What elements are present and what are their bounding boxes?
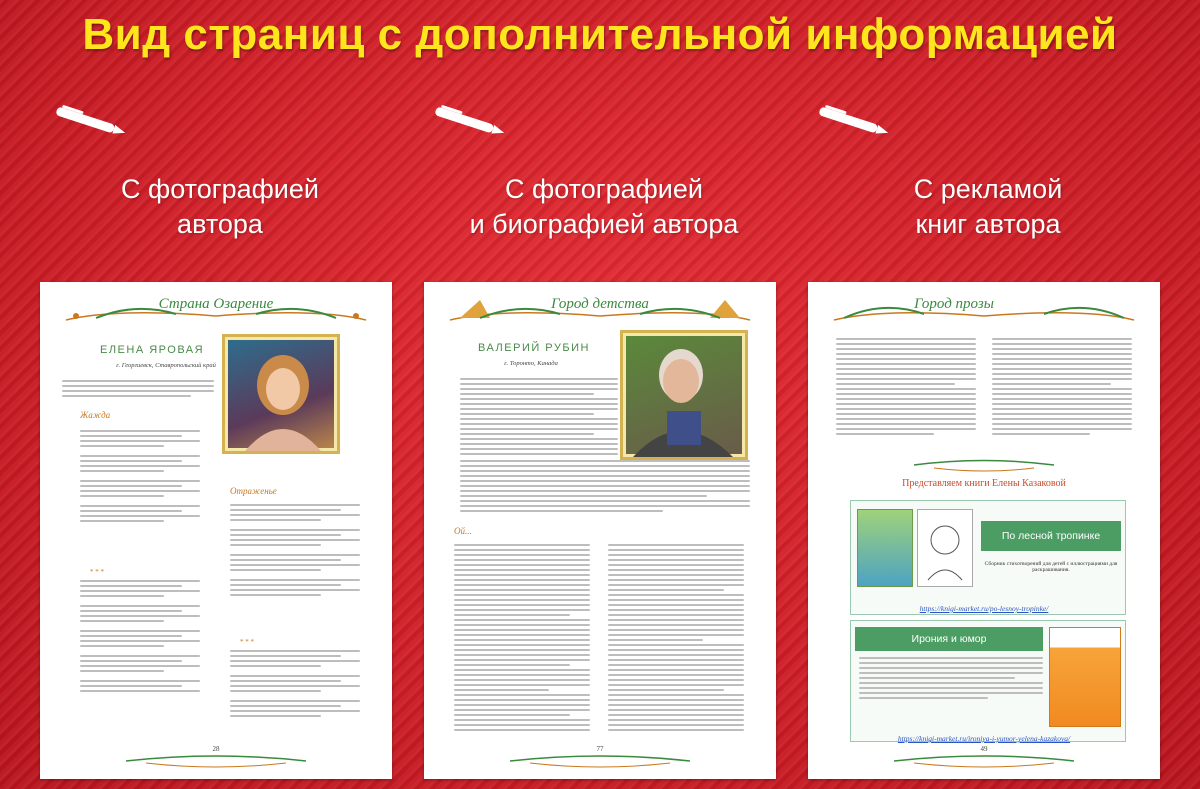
ornament-footer bbox=[56, 749, 376, 771]
book-description: Сборник стихотворений для детей с иллюстрациями для раскрашивания. bbox=[984, 561, 1118, 573]
page-banner-title: Город прозы bbox=[914, 296, 994, 312]
story-title: Ой... bbox=[454, 526, 472, 536]
stars-divider: * * * bbox=[240, 638, 254, 646]
poem-text bbox=[80, 430, 200, 525]
sample-page-photo bbox=[40, 282, 392, 779]
book-title: Ирония и юмор bbox=[855, 627, 1043, 651]
page-headline: Вид страниц с дополнительной информацией bbox=[82, 10, 1118, 59]
book-description bbox=[859, 657, 1043, 702]
author-bio-text bbox=[460, 378, 618, 458]
author-name: ВАЛЕРИЙ РУБИН bbox=[478, 342, 590, 354]
sample-page-book-ads bbox=[808, 282, 1160, 779]
author-place: г. Георгиевск, Ставропольский край bbox=[116, 362, 216, 369]
author-name: ЕЛЕНА ЯРОВАЯ bbox=[100, 344, 205, 356]
poem-title: Отраженье bbox=[230, 486, 277, 496]
book-link[interactable]: https://knigi-market.ru/po-lesnoy-tropinke/ bbox=[919, 604, 1049, 613]
page-number: 77 bbox=[596, 745, 604, 753]
pen-icon bbox=[808, 104, 892, 138]
story-text bbox=[608, 544, 744, 734]
book-promo-card bbox=[850, 620, 1126, 742]
promo-heading: Представляем книги Елены Казаковой bbox=[902, 478, 1066, 489]
ornament-divider bbox=[904, 456, 1064, 474]
caption: С фотографией автора bbox=[121, 174, 319, 239]
caption: С рекламой книг автора bbox=[913, 174, 1063, 239]
story-text bbox=[836, 338, 976, 438]
book-title: По лесной тропинке bbox=[981, 521, 1121, 551]
story-text bbox=[992, 338, 1132, 438]
pen-icon bbox=[45, 104, 129, 138]
page-number: 28 bbox=[212, 745, 220, 753]
person-portrait bbox=[225, 337, 337, 451]
poem-text bbox=[230, 650, 360, 720]
page-banner-title: Город детства bbox=[551, 296, 649, 312]
author-photo bbox=[620, 330, 748, 460]
author-bio-text bbox=[62, 380, 214, 400]
poem-title: Жажда bbox=[80, 410, 111, 420]
person-portrait bbox=[623, 333, 745, 457]
book-promo-card bbox=[850, 500, 1126, 615]
pen-icon bbox=[424, 104, 508, 138]
author-place: г. Торонто, Канада bbox=[504, 360, 558, 367]
ornament-footer bbox=[824, 749, 1144, 771]
page-banner-title: Страна Озарение bbox=[158, 296, 274, 312]
story-text bbox=[454, 544, 590, 734]
caption: С фотографией и биографией автора bbox=[469, 174, 739, 239]
book-cover bbox=[1049, 627, 1121, 727]
sample-page-bio bbox=[424, 282, 776, 779]
poem-text bbox=[80, 580, 200, 695]
poem-text bbox=[230, 504, 360, 599]
book-cover bbox=[857, 509, 913, 587]
book-coloring-page bbox=[917, 509, 973, 587]
author-photo bbox=[222, 334, 340, 454]
ornament-footer bbox=[440, 749, 760, 771]
page-number: 49 bbox=[980, 745, 988, 753]
book-link[interactable]: https://knigi-market.ru/ironiya-i-yumor-yelena-kazakova/ bbox=[897, 734, 1071, 743]
author-bio-text bbox=[460, 460, 750, 515]
stars-divider: * * * bbox=[90, 568, 104, 576]
